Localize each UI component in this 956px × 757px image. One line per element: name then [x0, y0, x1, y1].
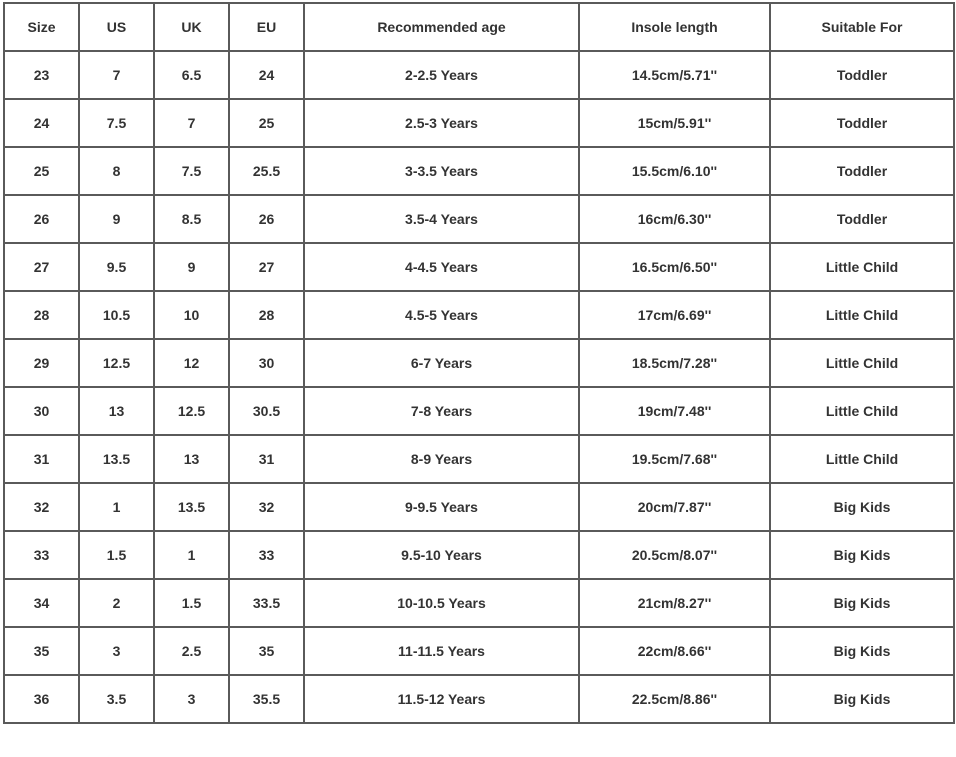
cell-insole-length: 16.5cm/6.50'' — [579, 243, 770, 291]
cell-size: 36 — [4, 675, 79, 723]
cell-uk: 7 — [154, 99, 229, 147]
cell-recommended-age: 10-10.5 Years — [304, 579, 579, 627]
cell-insole-length: 22.5cm/8.86'' — [579, 675, 770, 723]
cell-uk: 1 — [154, 531, 229, 579]
cell-us: 3 — [79, 627, 154, 675]
cell-eu: 27 — [229, 243, 304, 291]
cell-us: 8 — [79, 147, 154, 195]
cell-size: 23 — [4, 51, 79, 99]
cell-suitable-for: Little Child — [770, 339, 954, 387]
cell-eu: 33.5 — [229, 579, 304, 627]
cell-uk: 12.5 — [154, 387, 229, 435]
cell-size: 27 — [4, 243, 79, 291]
cell-size: 31 — [4, 435, 79, 483]
cell-insole-length: 15.5cm/6.10'' — [579, 147, 770, 195]
table-row — [4, 147, 954, 195]
cell-insole-length: 21cm/8.27'' — [579, 579, 770, 627]
header-uk: UK — [154, 3, 229, 51]
cell-insole-length: 20cm/7.87'' — [579, 483, 770, 531]
cell-uk: 3 — [154, 675, 229, 723]
cell-size: 30 — [4, 387, 79, 435]
cell-us: 1 — [79, 483, 154, 531]
cell-us: 2 — [79, 579, 154, 627]
cell-us: 10.5 — [79, 291, 154, 339]
cell-eu: 35.5 — [229, 675, 304, 723]
cell-uk: 10 — [154, 291, 229, 339]
cell-eu: 30 — [229, 339, 304, 387]
cell-suitable-for: Big Kids — [770, 483, 954, 531]
size-chart-header — [4, 3, 954, 51]
cell-recommended-age: 4.5-5 Years — [304, 291, 579, 339]
table-row — [4, 675, 954, 723]
cell-recommended-age: 7-8 Years — [304, 387, 579, 435]
cell-recommended-age: 3.5-4 Years — [304, 195, 579, 243]
header-eu: EU — [229, 3, 304, 51]
cell-size: 34 — [4, 579, 79, 627]
cell-insole-length: 19cm/7.48'' — [579, 387, 770, 435]
table-row — [4, 387, 954, 435]
cell-recommended-age: 9-9.5 Years — [304, 483, 579, 531]
cell-suitable-for: Toddler — [770, 147, 954, 195]
cell-recommended-age: 6-7 Years — [304, 339, 579, 387]
cell-uk: 1.5 — [154, 579, 229, 627]
cell-insole-length: 14.5cm/5.71'' — [579, 51, 770, 99]
cell-size: 29 — [4, 339, 79, 387]
table-row — [4, 99, 954, 147]
cell-eu: 26 — [229, 195, 304, 243]
table-row — [4, 243, 954, 291]
cell-suitable-for: Toddler — [770, 51, 954, 99]
cell-insole-length: 16cm/6.30'' — [579, 195, 770, 243]
cell-suitable-for: Toddler — [770, 195, 954, 243]
cell-insole-length: 15cm/5.91'' — [579, 99, 770, 147]
cell-insole-length: 19.5cm/7.68'' — [579, 435, 770, 483]
table-row — [4, 51, 954, 99]
cell-recommended-age: 2.5-3 Years — [304, 99, 579, 147]
cell-eu: 32 — [229, 483, 304, 531]
cell-eu: 33 — [229, 531, 304, 579]
cell-uk: 12 — [154, 339, 229, 387]
cell-us: 13.5 — [79, 435, 154, 483]
cell-us: 7.5 — [79, 99, 154, 147]
cell-size: 28 — [4, 291, 79, 339]
cell-suitable-for: Little Child — [770, 387, 954, 435]
cell-uk: 13.5 — [154, 483, 229, 531]
size-chart-body — [4, 51, 954, 723]
cell-us: 1.5 — [79, 531, 154, 579]
cell-uk: 8.5 — [154, 195, 229, 243]
cell-size: 35 — [4, 627, 79, 675]
cell-us: 12.5 — [79, 339, 154, 387]
cell-eu: 25 — [229, 99, 304, 147]
cell-eu: 35 — [229, 627, 304, 675]
cell-insole-length: 17cm/6.69'' — [579, 291, 770, 339]
table-row — [4, 195, 954, 243]
cell-size: 33 — [4, 531, 79, 579]
cell-eu: 30.5 — [229, 387, 304, 435]
cell-suitable-for: Big Kids — [770, 531, 954, 579]
header-recommended-age: Recommended age — [304, 3, 579, 51]
table-row — [4, 627, 954, 675]
cell-suitable-for: Big Kids — [770, 675, 954, 723]
size-chart-table — [3, 2, 955, 724]
cell-insole-length: 18.5cm/7.28'' — [579, 339, 770, 387]
header-row — [4, 3, 954, 51]
cell-uk: 13 — [154, 435, 229, 483]
cell-uk: 9 — [154, 243, 229, 291]
cell-uk: 6.5 — [154, 51, 229, 99]
cell-suitable-for: Little Child — [770, 291, 954, 339]
cell-eu: 25.5 — [229, 147, 304, 195]
cell-us: 3.5 — [79, 675, 154, 723]
cell-suitable-for: Toddler — [770, 99, 954, 147]
cell-eu: 31 — [229, 435, 304, 483]
table-row — [4, 435, 954, 483]
cell-eu: 28 — [229, 291, 304, 339]
header-insole-length: Insole length — [579, 3, 770, 51]
cell-eu: 24 — [229, 51, 304, 99]
cell-uk: 7.5 — [154, 147, 229, 195]
cell-suitable-for: Little Child — [770, 243, 954, 291]
table-row — [4, 291, 954, 339]
cell-suitable-for: Little Child — [770, 435, 954, 483]
cell-suitable-for: Big Kids — [770, 579, 954, 627]
cell-size: 26 — [4, 195, 79, 243]
cell-us: 7 — [79, 51, 154, 99]
cell-recommended-age: 8-9 Years — [304, 435, 579, 483]
table-row — [4, 483, 954, 531]
table-row — [4, 339, 954, 387]
header-size: Size — [4, 3, 79, 51]
cell-uk: 2.5 — [154, 627, 229, 675]
cell-size: 25 — [4, 147, 79, 195]
header-suitable-for: Suitable For — [770, 3, 954, 51]
cell-us: 13 — [79, 387, 154, 435]
cell-us: 9.5 — [79, 243, 154, 291]
header-us: US — [79, 3, 154, 51]
cell-recommended-age: 9.5-10 Years — [304, 531, 579, 579]
cell-insole-length: 20.5cm/8.07'' — [579, 531, 770, 579]
table-row — [4, 531, 954, 579]
cell-us: 9 — [79, 195, 154, 243]
cell-recommended-age: 3-3.5 Years — [304, 147, 579, 195]
cell-suitable-for: Big Kids — [770, 627, 954, 675]
cell-size: 32 — [4, 483, 79, 531]
cell-recommended-age: 11.5-12 Years — [304, 675, 579, 723]
cell-insole-length: 22cm/8.66'' — [579, 627, 770, 675]
table-row — [4, 579, 954, 627]
cell-recommended-age: 11-11.5 Years — [304, 627, 579, 675]
cell-recommended-age: 4-4.5 Years — [304, 243, 579, 291]
cell-recommended-age: 2-2.5 Years — [304, 51, 579, 99]
cell-size: 24 — [4, 99, 79, 147]
